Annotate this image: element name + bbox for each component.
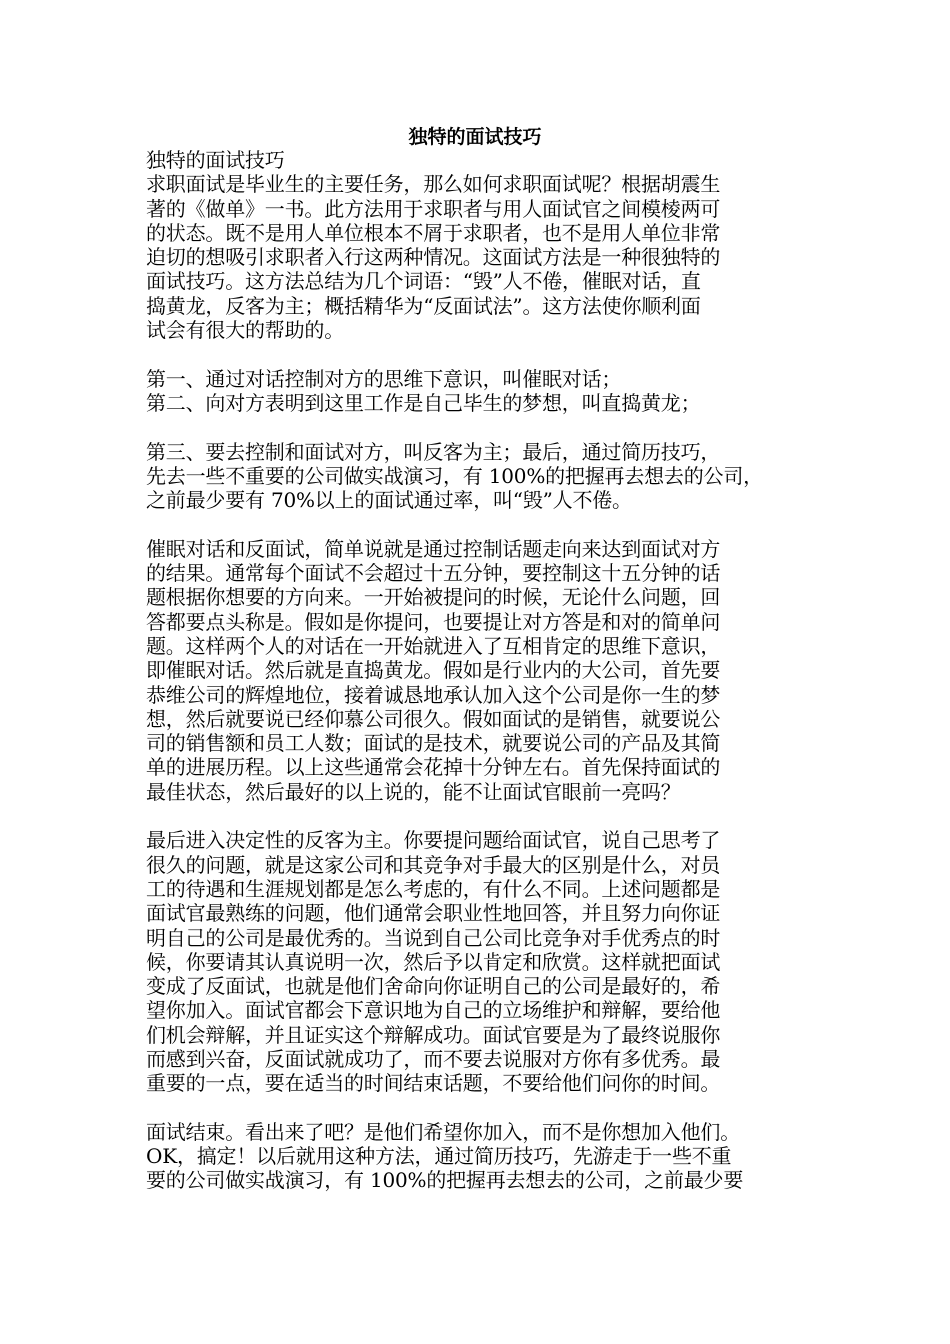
text-line: 最后进入决定性的反客为主。你要提问题给面试官，说自己思考了 [146,828,721,853]
text-line: 要的公司做实战演习，有 100%的把握再去想去的公司，之前最少要 [146,1168,744,1193]
text-line: 最佳状态，然后最好的以上说的，能不让面试官眼前一亮吗？ [146,779,681,804]
paragraph-gap [146,804,810,828]
text-line: 明自己的公司是最优秀的。当说到自己公司比竞争对手优秀点的时 [146,925,721,950]
text-line: 即催眠对话。然后就是直捣黄龙。假如是行业内的大公司，首先要 [146,658,721,683]
text-line: 而感到兴奋，反面试就成功了，而不要去说服对方你有多优秀。最 [146,1046,721,1071]
text-line: 迫切的想吸引求职者入行这两种情况。这面试方法是一种很独特的 [146,245,721,270]
paragraph-intro [146,172,810,342]
paragraph-gap [146,512,810,536]
text-line: 想，然后就要说已经仰慕公司很久。假如面试的是销售，就要说公 [146,706,721,731]
text-line: 第三、要去控制和面试对方，叫反客为主；最后，通过简历技巧， [146,439,721,464]
text-line: 题。这样两个人的对话在一开始就进入了互相肯定的思维下意识， [146,633,721,658]
text-line: 求职面试是毕业生的主要任务，那么如何求职面试呢？根据胡震生 [146,172,721,197]
text-line: 们机会辩解，并且证实这个辩解成功。面试官要是为了最终说服你 [146,1022,721,1047]
text-line: 单的进展历程。以上这些通常会花掉十分钟左右。首先保持面试的 [146,755,721,780]
text-line: 第一、通过对话控制对方的思维下意识，叫催眠对话； [146,366,622,391]
paragraph-gap [146,342,810,366]
text-line: 面试结束。看出来了吧？是他们希望你加入，而不是你想加入他们。 [146,1119,740,1144]
text-line: 第二、向对方表明到这里工作是自己毕生的梦想，叫直捣黄龙； [146,390,701,415]
text-line: OK，搞定！以后就用这种方法，通过简历技巧，先游走于一些不重 [146,1144,732,1169]
text-line: 面试官最熟练的问题，他们通常会职业性地回答，并且努力向你证 [146,901,721,926]
text-line: 著的《做单》一书。此方法用于求职者与用人面试官之间模棱两可 [146,196,721,221]
text-line: 重要的一点，要在适当的时间结束话题，不要给他们问你的时间。 [146,1071,721,1096]
text-line: 恭维公司的辉煌地位，接着诚恳地承认加入这个公司是你一生的梦 [146,682,721,707]
paragraph-reverse-interview [146,828,810,1095]
text-line: 先去一些不重要的公司做实战演习，有 100%的把握再去想去的公司， [146,463,763,488]
text-line: 之前最少要有 70%以上的面试通过率，叫“毁”人不倦。 [146,488,632,513]
text-line: 捣黄龙，反客为主；概括精华为“反面试法”。这方法使你顺利面 [146,293,701,318]
text-line: 的状态。既不是用人单位根本不屑于求职者，也不是用人单位非常 [146,220,721,245]
text-line: 工的待遇和生涯规划都是怎么考虑的，有什么不同。上述问题都是 [146,876,721,901]
text-line: 试会有很大的帮助的。 [146,318,344,343]
paragraph-hypnotic-dialogue [146,537,810,804]
text-line: 候，你要请其认真说明一次，然后予以肯定和欣赏。这样就把面试 [146,949,721,974]
document-body [146,148,810,1193]
paragraph-conclusion [146,1120,810,1193]
paragraph-gap [146,1096,810,1120]
text-line: 催眠对话和反面试，简单说就是通过控制话题走向来达到面试对方 [146,536,721,561]
paragraph-step-three [146,440,810,513]
text-line: 题根据你想要的方向来。一开始被提问的时候，无论什么问题，回 [146,585,721,610]
text-line: 很久的问题，就是这家公司和其竞争对手最大的区别是什么，对员 [146,852,721,877]
document-subtitle: 独特的面试技巧 [146,148,285,172]
text-line: 变成了反面试，也就是他们舍命向你证明自己的公司是最好的，希 [146,974,721,999]
text-line: 的结果。通常每个面试不会超过十五分钟，要控制这十五分钟的话 [146,561,721,586]
text-line: 司的销售额和员工人数；面试的是技术，就要说公司的产品及其简 [146,731,721,756]
paragraph-steps-one-two [146,367,810,416]
text-line: 面试技巧。这方法总结为几个词语：“毁”人不倦，催眠对话，直 [146,269,701,294]
text-line: 答都要点头称是。假如是你提问，也要提让对方答是和对的简单问 [146,609,721,634]
document-title: 独特的面试技巧 [408,126,542,148]
paragraph-gap [146,415,810,439]
text-line: 望你加入。面试官都会下意识地为自己的立场维护和辩解，要给他 [146,998,721,1023]
